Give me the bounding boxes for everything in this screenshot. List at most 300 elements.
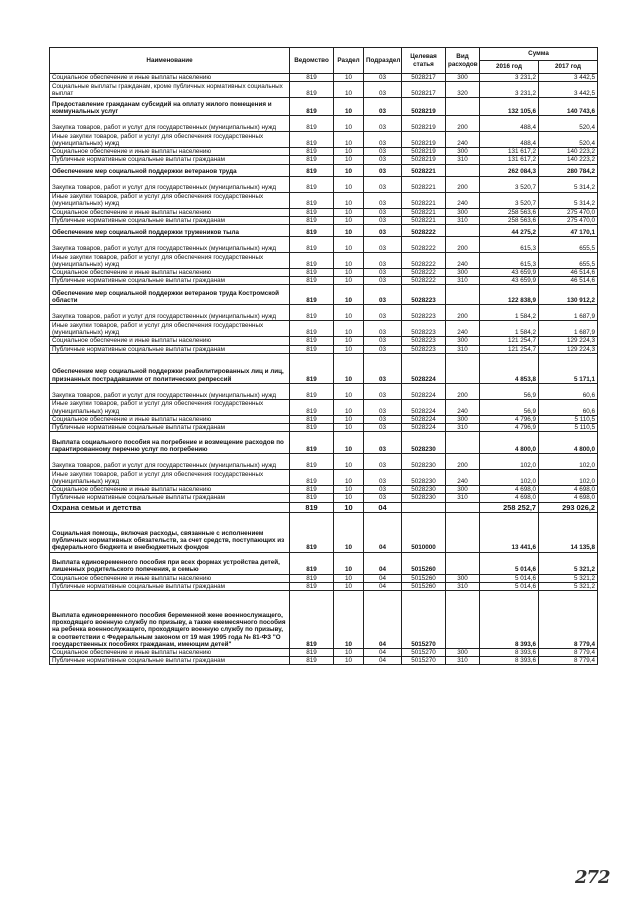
row-expense: 240 bbox=[446, 399, 480, 415]
row-subsection: 03 bbox=[364, 82, 402, 98]
row-name: Социальное обеспечение и иные выплаты населению bbox=[50, 486, 290, 494]
row-sum-2016: 8 393,6 bbox=[480, 591, 539, 649]
row-sum-2017: 102,0 bbox=[539, 454, 598, 470]
row-expense: 310 bbox=[446, 657, 480, 665]
row-sum-2016: 3 520,7 bbox=[480, 192, 539, 208]
row-section: 10 bbox=[334, 305, 364, 321]
row-dept: 819 bbox=[290, 82, 334, 98]
row-sum-2017: 5 321,2 bbox=[539, 582, 598, 590]
table-row bbox=[50, 74, 598, 82]
row-subsection: 03 bbox=[364, 237, 402, 253]
row-article: 5028230 bbox=[402, 486, 446, 494]
row-sum-2016: 4 796,9 bbox=[480, 415, 539, 423]
row-sum-2016: 102,0 bbox=[480, 454, 539, 470]
table-row bbox=[50, 148, 598, 156]
row-section: 10 bbox=[334, 285, 364, 305]
table-row bbox=[50, 494, 598, 502]
table-row bbox=[50, 116, 598, 132]
table-row bbox=[50, 253, 598, 269]
table-row bbox=[50, 176, 598, 192]
row-article: 5028222 bbox=[402, 269, 446, 277]
row-dept: 819 bbox=[290, 470, 334, 486]
row-article: 5010000 bbox=[402, 512, 446, 552]
table-row bbox=[50, 192, 598, 208]
row-dept: 819 bbox=[290, 321, 334, 337]
row-section: 10 bbox=[334, 512, 364, 552]
row-dept: 819 bbox=[290, 424, 334, 432]
table-row bbox=[50, 337, 598, 345]
row-name: Иные закупки товаров, работ и услуг для обеспечения государственных (муниципальных) нужд bbox=[50, 321, 290, 337]
row-name: Закупка товаров, работ и услуг для государственных (муниципальных) нужд bbox=[50, 305, 290, 321]
row-name: Иные закупки товаров, работ и услуг для обеспечения государственных (муниципальных) нужд bbox=[50, 470, 290, 486]
row-article: 5028223 bbox=[402, 337, 446, 345]
row-name: Социальная помощь, включая расходы, связанные с исполнением публичных нормативных обязательств, за счет средств, поступающих из федерального бюджета и внебюджетных фондов bbox=[50, 512, 290, 552]
row-subsection: 03 bbox=[364, 345, 402, 353]
row-sum-2016: 8 393,6 bbox=[480, 649, 539, 657]
row-section: 10 bbox=[334, 424, 364, 432]
row-sum-2017: 60,6 bbox=[539, 383, 598, 399]
row-article: 5028230 bbox=[402, 494, 446, 502]
row-sum-2016: 121 254,7 bbox=[480, 345, 539, 353]
row-dept: 819 bbox=[290, 74, 334, 82]
row-subsection: 04 bbox=[364, 591, 402, 649]
row-article: 5028221 bbox=[402, 192, 446, 208]
row-dept: 819 bbox=[290, 582, 334, 590]
row-section: 10 bbox=[334, 337, 364, 345]
row-expense: 300 bbox=[446, 269, 480, 277]
row-expense: 310 bbox=[446, 424, 480, 432]
table-row bbox=[50, 399, 598, 415]
row-sum-2016: 8 393,6 bbox=[480, 657, 539, 665]
row-article: 5028223 bbox=[402, 321, 446, 337]
row-sum-2017: 1 687,9 bbox=[539, 321, 598, 337]
row-expense: 240 bbox=[446, 192, 480, 208]
row-article: 5028224 bbox=[402, 415, 446, 423]
row-section: 10 bbox=[334, 164, 364, 176]
row-section: 10 bbox=[334, 574, 364, 582]
table-row bbox=[50, 470, 598, 486]
row-dept: 819 bbox=[290, 552, 334, 574]
row-sum-2017: 129 224,3 bbox=[539, 345, 598, 353]
row-dept: 819 bbox=[290, 237, 334, 253]
row-sum-2016: 122 838,9 bbox=[480, 285, 539, 305]
header-row bbox=[50, 48, 598, 61]
row-article: 5028219 bbox=[402, 156, 446, 164]
table-row bbox=[50, 383, 598, 399]
row-expense: 300 bbox=[446, 337, 480, 345]
row-section: 10 bbox=[334, 345, 364, 353]
row-expense bbox=[446, 591, 480, 649]
row-section: 10 bbox=[334, 494, 364, 502]
row-subsection: 04 bbox=[364, 649, 402, 657]
row-sum-2017: 1 687,9 bbox=[539, 305, 598, 321]
table-row bbox=[50, 82, 598, 98]
row-expense: 310 bbox=[446, 277, 480, 285]
row-name: Публичные нормативные социальные выплаты гражданам bbox=[50, 582, 290, 590]
row-sum-2017: 8 779,4 bbox=[539, 649, 598, 657]
row-dept: 819 bbox=[290, 208, 334, 216]
row-article: 5028222 bbox=[402, 225, 446, 237]
row-section: 10 bbox=[334, 649, 364, 657]
table-row bbox=[50, 345, 598, 353]
row-sum-2017: 5 110,5 bbox=[539, 415, 598, 423]
table-row bbox=[50, 502, 598, 512]
table-body bbox=[50, 74, 598, 665]
row-subsection: 03 bbox=[364, 494, 402, 502]
row-subsection: 03 bbox=[364, 486, 402, 494]
row-dept: 819 bbox=[290, 574, 334, 582]
row-name: Обеспечение мер социальной поддержки реабилитированных лиц и лиц, признанных пострадавшими от политических репрессий bbox=[50, 353, 290, 383]
table-row bbox=[50, 432, 598, 454]
row-sum-2017: 5 321,2 bbox=[539, 574, 598, 582]
row-subsection: 04 bbox=[364, 582, 402, 590]
row-expense bbox=[446, 432, 480, 454]
row-name: Иные закупки товаров, работ и услуг для обеспечения государственных (муниципальных) нужд bbox=[50, 399, 290, 415]
row-article: 5028224 bbox=[402, 399, 446, 415]
row-name: Публичные нормативные социальные выплаты гражданам bbox=[50, 216, 290, 224]
row-subsection: 03 bbox=[364, 164, 402, 176]
row-sum-2017: 520,4 bbox=[539, 132, 598, 148]
row-sum-2017: 130 912,2 bbox=[539, 285, 598, 305]
row-sum-2016: 44 275,2 bbox=[480, 225, 539, 237]
row-section: 10 bbox=[334, 454, 364, 470]
row-sum-2016: 1 584,2 bbox=[480, 305, 539, 321]
row-dept: 819 bbox=[290, 156, 334, 164]
row-name: Иные закупки товаров, работ и услуг для обеспечения государственных (муниципальных) нужд bbox=[50, 132, 290, 148]
row-name: Закупка товаров, работ и услуг для государственных (муниципальных) нужд bbox=[50, 383, 290, 399]
row-expense: 200 bbox=[446, 237, 480, 253]
row-section: 10 bbox=[334, 116, 364, 132]
row-section: 10 bbox=[334, 208, 364, 216]
row-sum-2016: 132 105,6 bbox=[480, 98, 539, 116]
row-section: 10 bbox=[334, 82, 364, 98]
row-expense: 300 bbox=[446, 208, 480, 216]
row-subsection: 04 bbox=[364, 502, 402, 512]
row-article: 5028217 bbox=[402, 82, 446, 98]
row-subsection: 03 bbox=[364, 156, 402, 164]
row-subsection: 03 bbox=[364, 432, 402, 454]
row-sum-2016: 43 659,9 bbox=[480, 277, 539, 285]
row-name: Закупка товаров, работ и услуг для государственных (муниципальных) нужд bbox=[50, 116, 290, 132]
row-sum-2016: 3 231,2 bbox=[480, 74, 539, 82]
row-sum-2016: 5 014,6 bbox=[480, 552, 539, 574]
table-row bbox=[50, 512, 598, 552]
row-name: Обеспечение мер социальной поддержки ветеранов труда bbox=[50, 164, 290, 176]
row-article: 5028219 bbox=[402, 148, 446, 156]
row-sum-2016: 102,0 bbox=[480, 470, 539, 486]
row-dept: 819 bbox=[290, 591, 334, 649]
table-row bbox=[50, 657, 598, 665]
col-dept-header: Ведомство bbox=[290, 48, 334, 74]
row-article bbox=[402, 502, 446, 512]
row-section: 10 bbox=[334, 582, 364, 590]
row-article: 5028219 bbox=[402, 132, 446, 148]
row-expense bbox=[446, 512, 480, 552]
row-dept: 819 bbox=[290, 132, 334, 148]
row-section: 10 bbox=[334, 502, 364, 512]
row-expense: 200 bbox=[446, 116, 480, 132]
row-name: Обеспечение мер социальной поддержки ветеранов труда Костромской области bbox=[50, 285, 290, 305]
row-expense: 300 bbox=[446, 486, 480, 494]
row-article: 5028219 bbox=[402, 116, 446, 132]
row-sum-2017: 293 026,2 bbox=[539, 502, 598, 512]
row-dept: 819 bbox=[290, 305, 334, 321]
row-subsection: 03 bbox=[364, 208, 402, 216]
col-article-header: Целевая статья bbox=[402, 48, 446, 74]
row-subsection: 03 bbox=[364, 383, 402, 399]
row-expense: 300 bbox=[446, 574, 480, 582]
row-sum-2017: 4 698,0 bbox=[539, 486, 598, 494]
row-subsection: 03 bbox=[364, 353, 402, 383]
row-dept: 819 bbox=[290, 116, 334, 132]
row-subsection: 03 bbox=[364, 277, 402, 285]
row-name: Социальное обеспечение и иные выплаты населению bbox=[50, 415, 290, 423]
row-expense bbox=[446, 225, 480, 237]
row-section: 10 bbox=[334, 176, 364, 192]
row-section: 10 bbox=[334, 657, 364, 665]
row-subsection: 03 bbox=[364, 454, 402, 470]
row-article: 5028230 bbox=[402, 454, 446, 470]
row-dept: 819 bbox=[290, 494, 334, 502]
row-expense: 200 bbox=[446, 305, 480, 321]
row-sum-2017: 4 698,0 bbox=[539, 494, 598, 502]
row-dept: 819 bbox=[290, 164, 334, 176]
row-article: 5028217 bbox=[402, 74, 446, 82]
row-sum-2016: 43 659,9 bbox=[480, 269, 539, 277]
row-expense: 200 bbox=[446, 383, 480, 399]
row-sum-2016: 4 800,0 bbox=[480, 432, 539, 454]
row-article: 5028230 bbox=[402, 432, 446, 454]
row-subsection: 04 bbox=[364, 512, 402, 552]
row-expense: 310 bbox=[446, 582, 480, 590]
table-row bbox=[50, 237, 598, 253]
row-expense bbox=[446, 98, 480, 116]
row-sum-2017: 140 223,2 bbox=[539, 148, 598, 156]
row-sum-2017: 655,5 bbox=[539, 237, 598, 253]
row-sum-2016: 4 853,8 bbox=[480, 353, 539, 383]
row-section: 10 bbox=[334, 486, 364, 494]
row-subsection: 03 bbox=[364, 424, 402, 432]
row-expense: 310 bbox=[446, 494, 480, 502]
row-sum-2016: 3 520,7 bbox=[480, 176, 539, 192]
row-section: 10 bbox=[334, 156, 364, 164]
row-article: 5015260 bbox=[402, 574, 446, 582]
row-sum-2016: 488,4 bbox=[480, 132, 539, 148]
row-expense: 300 bbox=[446, 649, 480, 657]
row-sum-2017: 275 470,0 bbox=[539, 208, 598, 216]
table-row bbox=[50, 415, 598, 423]
row-subsection: 03 bbox=[364, 74, 402, 82]
row-name: Социальное обеспечение и иные выплаты населению bbox=[50, 269, 290, 277]
table-row bbox=[50, 424, 598, 432]
row-sum-2016: 258 252,7 bbox=[480, 502, 539, 512]
row-section: 10 bbox=[334, 237, 364, 253]
row-dept: 819 bbox=[290, 657, 334, 665]
handwritten-page-number: 272 bbox=[575, 867, 610, 888]
row-expense: 320 bbox=[446, 82, 480, 98]
row-subsection: 04 bbox=[364, 657, 402, 665]
row-expense: 300 bbox=[446, 148, 480, 156]
row-expense: 300 bbox=[446, 74, 480, 82]
row-sum-2017: 5 110,5 bbox=[539, 424, 598, 432]
row-dept: 819 bbox=[290, 383, 334, 399]
row-dept: 819 bbox=[290, 277, 334, 285]
row-sum-2017: 46 514,6 bbox=[539, 269, 598, 277]
row-sum-2016: 258 563,6 bbox=[480, 216, 539, 224]
row-sum-2017: 520,4 bbox=[539, 116, 598, 132]
row-name: Публичные нормативные социальные выплаты гражданам bbox=[50, 345, 290, 353]
row-dept: 819 bbox=[290, 415, 334, 423]
row-dept: 819 bbox=[290, 269, 334, 277]
row-dept: 819 bbox=[290, 337, 334, 345]
row-expense: 240 bbox=[446, 253, 480, 269]
table-row bbox=[50, 225, 598, 237]
row-sum-2016: 1 584,2 bbox=[480, 321, 539, 337]
row-article: 5028221 bbox=[402, 164, 446, 176]
row-subsection: 03 bbox=[364, 216, 402, 224]
row-sum-2016: 121 254,7 bbox=[480, 337, 539, 345]
table-row bbox=[50, 582, 598, 590]
row-sum-2016: 615,3 bbox=[480, 253, 539, 269]
row-dept: 819 bbox=[290, 512, 334, 552]
table-row bbox=[50, 216, 598, 224]
row-section: 10 bbox=[334, 225, 364, 237]
row-section: 10 bbox=[334, 432, 364, 454]
budget-table bbox=[49, 47, 598, 665]
row-sum-2017: 129 224,3 bbox=[539, 337, 598, 345]
table-row bbox=[50, 156, 598, 164]
row-name: Публичные нормативные социальные выплаты гражданам bbox=[50, 277, 290, 285]
table-row bbox=[50, 591, 598, 649]
row-subsection: 03 bbox=[364, 321, 402, 337]
row-sum-2017: 3 442,5 bbox=[539, 74, 598, 82]
row-sum-2017: 102,0 bbox=[539, 470, 598, 486]
row-section: 10 bbox=[334, 383, 364, 399]
row-name: Выплата социального пособия на погребение и возмещение расходов по гарантированному перечню услуг по погребению bbox=[50, 432, 290, 454]
table-row bbox=[50, 454, 598, 470]
row-subsection: 03 bbox=[364, 192, 402, 208]
row-sum-2016: 262 084,3 bbox=[480, 164, 539, 176]
row-expense: 310 bbox=[446, 156, 480, 164]
col-year2-header: 2017 год bbox=[539, 61, 598, 74]
row-sum-2017: 5 314,2 bbox=[539, 192, 598, 208]
row-sum-2016: 131 617,2 bbox=[480, 148, 539, 156]
row-subsection: 03 bbox=[364, 399, 402, 415]
row-expense bbox=[446, 552, 480, 574]
row-section: 10 bbox=[334, 216, 364, 224]
row-section: 10 bbox=[334, 353, 364, 383]
row-subsection: 03 bbox=[364, 225, 402, 237]
row-name: Иные закупки товаров, работ и услуг для обеспечения государственных (муниципальных) нужд bbox=[50, 192, 290, 208]
row-subsection: 03 bbox=[364, 470, 402, 486]
row-dept: 819 bbox=[290, 399, 334, 415]
row-sum-2017: 140 743,6 bbox=[539, 98, 598, 116]
row-dept: 819 bbox=[290, 454, 334, 470]
row-article: 5028221 bbox=[402, 176, 446, 192]
row-subsection: 04 bbox=[364, 552, 402, 574]
row-dept: 819 bbox=[290, 353, 334, 383]
table-row bbox=[50, 98, 598, 116]
table-row bbox=[50, 321, 598, 337]
row-article: 5015270 bbox=[402, 657, 446, 665]
row-name: Социальное обеспечение и иные выплаты населению bbox=[50, 649, 290, 657]
row-dept: 819 bbox=[290, 216, 334, 224]
row-name: Социальные выплаты гражданам, кроме публичных нормативных социальных выплат bbox=[50, 82, 290, 98]
row-expense: 240 bbox=[446, 321, 480, 337]
row-sum-2016: 615,3 bbox=[480, 237, 539, 253]
row-dept: 819 bbox=[290, 486, 334, 494]
row-sum-2017: 5 171,1 bbox=[539, 353, 598, 383]
row-name: Охрана семьи и детства bbox=[50, 502, 290, 512]
row-expense: 200 bbox=[446, 176, 480, 192]
row-dept: 819 bbox=[290, 649, 334, 657]
row-subsection: 03 bbox=[364, 305, 402, 321]
row-expense: 310 bbox=[446, 216, 480, 224]
row-name: Публичные нормативные социальные выплаты гражданам bbox=[50, 494, 290, 502]
row-article: 5028221 bbox=[402, 216, 446, 224]
row-subsection: 03 bbox=[364, 269, 402, 277]
row-article: 5028230 bbox=[402, 470, 446, 486]
table-row bbox=[50, 649, 598, 657]
row-sum-2017: 5 321,2 bbox=[539, 552, 598, 574]
table-row bbox=[50, 277, 598, 285]
row-sum-2016: 4 698,0 bbox=[480, 494, 539, 502]
row-expense bbox=[446, 285, 480, 305]
row-section: 10 bbox=[334, 277, 364, 285]
row-dept: 819 bbox=[290, 148, 334, 156]
row-name: Социальное обеспечение и иные выплаты населению bbox=[50, 74, 290, 82]
row-name: Выплата единовременного пособия при всех формах устройства детей, лишенных родительского попечения, в семью bbox=[50, 552, 290, 574]
row-article: 5028219 bbox=[402, 98, 446, 116]
row-sum-2017: 3 442,5 bbox=[539, 82, 598, 98]
row-sum-2016: 4 796,9 bbox=[480, 424, 539, 432]
row-sum-2017: 280 784,2 bbox=[539, 164, 598, 176]
row-expense: 310 bbox=[446, 345, 480, 353]
row-sum-2016: 3 231,2 bbox=[480, 82, 539, 98]
row-article: 5028221 bbox=[402, 208, 446, 216]
row-article: 5015260 bbox=[402, 552, 446, 574]
row-name: Социальное обеспечение и иные выплаты населению bbox=[50, 208, 290, 216]
row-article: 5028224 bbox=[402, 383, 446, 399]
row-subsection: 03 bbox=[364, 176, 402, 192]
row-subsection: 03 bbox=[364, 116, 402, 132]
row-article: 5028224 bbox=[402, 353, 446, 383]
row-dept: 819 bbox=[290, 192, 334, 208]
row-article: 5028222 bbox=[402, 277, 446, 285]
row-sum-2017: 655,5 bbox=[539, 253, 598, 269]
row-sum-2017: 8 779,4 bbox=[539, 591, 598, 649]
table-row bbox=[50, 208, 598, 216]
row-subsection: 03 bbox=[364, 285, 402, 305]
row-sum-2016: 5 014,6 bbox=[480, 582, 539, 590]
row-subsection: 03 bbox=[364, 415, 402, 423]
row-expense bbox=[446, 353, 480, 383]
row-dept: 819 bbox=[290, 98, 334, 116]
row-sum-2017: 46 514,6 bbox=[539, 277, 598, 285]
row-name: Публичные нормативные социальные выплаты гражданам bbox=[50, 156, 290, 164]
row-name: Публичные нормативные социальные выплаты гражданам bbox=[50, 424, 290, 432]
table-row bbox=[50, 552, 598, 574]
row-sum-2016: 258 563,6 bbox=[480, 208, 539, 216]
row-article: 5015270 bbox=[402, 649, 446, 657]
col-name-header: Наименование bbox=[50, 48, 290, 74]
row-article: 5028223 bbox=[402, 345, 446, 353]
row-expense: 240 bbox=[446, 470, 480, 486]
row-expense bbox=[446, 164, 480, 176]
row-name: Иные закупки товаров, работ и услуг для обеспечения государственных (муниципальных) нужд bbox=[50, 253, 290, 269]
row-expense: 200 bbox=[446, 454, 480, 470]
row-dept: 819 bbox=[290, 225, 334, 237]
